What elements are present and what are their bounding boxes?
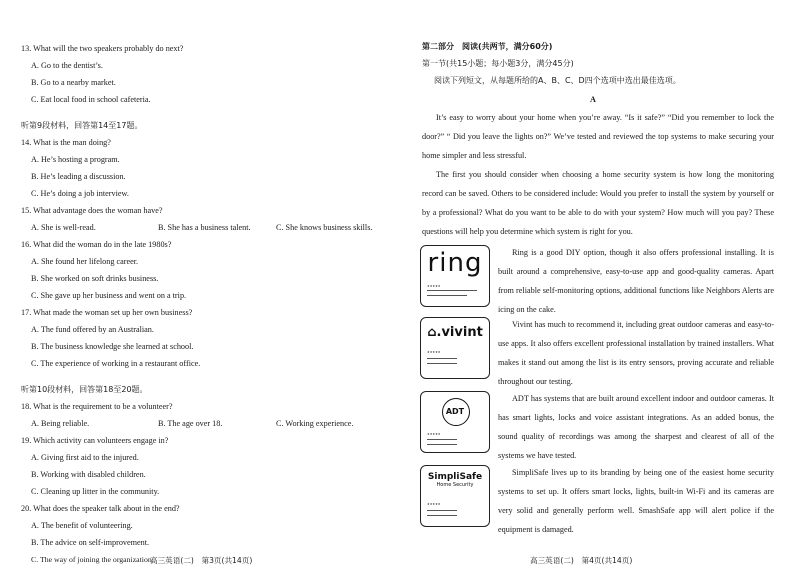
adt-logo-card xyxy=(420,391,490,453)
q15-option-a: A. She is well-read. xyxy=(31,223,96,232)
right-page xyxy=(400,0,800,566)
section10-heading: 听第10段材料，回答第18至20题。 xyxy=(21,385,148,394)
q14-option-c: C. He’s doing a job interview. xyxy=(31,189,129,198)
vivint-logo-text: vivint xyxy=(441,325,483,340)
passage-label: A xyxy=(590,95,596,104)
vivint-house-icon: ⌂. xyxy=(427,325,442,340)
q13-option-a: A. Go to the dentist’s. xyxy=(31,61,103,70)
ring-logo-card xyxy=(420,245,490,307)
q14-question: 14. What is the man doing? xyxy=(21,138,111,147)
reading-instruction: 阅读下列短文，从每题所给的A、B、C、D四个选项中选出最佳选项。 xyxy=(434,76,681,85)
section9-heading: 听第9段材料，回答第14至17题。 xyxy=(21,121,143,130)
simplisafe-paragraph: SimpliSafe lives up to its branding by being one of the easiest home security systems to set up. It offers smart locks, lights, built-in Wi-Fi and its cameras are very solid and generally perform well. SmashSafe app will alert police if the equipment is damaged. xyxy=(498,468,774,534)
adt-logo: ADT xyxy=(445,407,465,416)
vivint-details-line-1 xyxy=(427,358,457,359)
q20-option-c: C. The way of joining the organization. xyxy=(31,555,154,564)
q13-question: 13. What will the two speakers probably do next? xyxy=(21,44,184,53)
q19-question: 19. Which activity can volunteers engage in? xyxy=(21,436,169,445)
simplisafe-details-line-1 xyxy=(427,510,457,511)
q17-option-a: A. The fund offered by an Australian. xyxy=(31,325,154,334)
q16-option-c: C. She gave up her business and went on a trip. xyxy=(31,291,187,300)
adt-details-line-2 xyxy=(427,444,457,445)
passage-paragraph-2: The first you should consider when choosing a home security system is how long the monitoring record can be saved. Others to be considered include: Would you prefer to install the system by yourself or by a professional? What do you want to be able to do with your system? How much will you pay? These questions will help you determine which system is right for you. xyxy=(422,170,774,236)
q14-option-b: B. He’s leading a discussion. xyxy=(31,172,126,181)
q15-question: 15. What advantage does the woman have? xyxy=(21,206,163,215)
left-page-footer: 高三英语(二) 第3页(共14页) xyxy=(150,556,253,565)
adt-rating-stars: ★★★★★ xyxy=(427,432,441,436)
vivint-details-line-2 xyxy=(427,363,457,364)
q18-option-b: B. The age over 18. xyxy=(158,419,223,428)
vivint-rating-stars: ★★★★★ xyxy=(427,350,441,354)
adt-paragraph: ADT has systems that are built around excellent indoor and outdoor cameras. It has smart lights, locks and voice assistant integrations. As an added bonus, the sound quality of recordings was among the sharpest and clearest of all of the systems we have tested. xyxy=(498,394,774,460)
simplisafe-logo: SimpliSafe xyxy=(427,472,483,482)
q20-option-a: A. The benefit of volunteering. xyxy=(31,521,133,530)
q18-option-a: A. Being reliable. xyxy=(31,419,90,428)
q13-option-b: B. Go to a nearby market. xyxy=(31,78,116,87)
q19-option-b: B. Working with disabled children. xyxy=(31,470,146,479)
q20-question: 20. What does the speaker talk about in the end? xyxy=(21,504,180,513)
q17-question: 17. What made the woman set up her own business? xyxy=(21,308,193,317)
q16-option-b: B. She worked on soft drinks business. xyxy=(31,274,159,283)
q14-option-a: A. He’s hosting a program. xyxy=(31,155,120,164)
ring-paragraph: Ring is a good DIY option, though it also offers professional installing. It is built around a comprehensive, easy-to-use app and good-quality cameras. Apart from reliable self-monitoring options, additional functions like Neighbors Alerts are icing on the cake. xyxy=(498,248,774,314)
section1-heading: 第一节(共15小题；每小题3分，满分45分) xyxy=(422,59,574,68)
simplisafe-logo-card xyxy=(420,465,490,527)
ring-logo: ring xyxy=(427,248,483,278)
ring-details-line-1 xyxy=(427,290,477,291)
q18-question: 18. What is the requirement to be a volunteer? xyxy=(21,402,173,411)
q17-option-c: C. The experience of working in a restaurant office. xyxy=(31,359,201,368)
passage-paragraph-1: It’s easy to worry about your home when you’re away. “Is it safe?” “Did you remember to lock the door?” “ Did you leave the lights on?” We’ve tested and reviewed the top systems to make securing your home simpler and less stressful. xyxy=(422,113,774,160)
right-page-footer: 高三英语(二) 第4页(共14页) xyxy=(530,556,633,565)
part-title: 第二部分 阅读(共两节，满分60分) xyxy=(422,42,553,51)
q20-option-b: B. The advice on self-improvement. xyxy=(31,538,150,547)
vivint-logo xyxy=(421,325,489,340)
simplisafe-logo-subtitle: Home Security xyxy=(436,482,474,488)
q19-option-a: A. Giving first aid to the injured. xyxy=(31,453,139,462)
simplisafe-details-line-2 xyxy=(427,515,457,516)
vivint-logo-card xyxy=(420,317,490,379)
q15-option-c: C. She knows business skills. xyxy=(276,223,373,232)
q16-question: 16. What did the woman do in the late 1980s? xyxy=(21,240,172,249)
q18-option-c: C. Working experience. xyxy=(276,419,354,428)
simplisafe-rating-stars: ★★★★★ xyxy=(427,502,441,506)
q19-option-c: C. Cleaning up litter in the community. xyxy=(31,487,160,496)
q16-option-a: A. She found her lifelong career. xyxy=(31,257,139,266)
q15-option-b: B. She has a business talent. xyxy=(158,223,251,232)
q17-option-b: B. The business knowledge she learned at school. xyxy=(31,342,194,351)
ring-details-line-2 xyxy=(427,295,467,296)
q13-option-c: C. Eat local food in school cafeteria. xyxy=(31,95,151,104)
vivint-paragraph: Vivint has much to recommend it, including great outdoor cameras and easy-to-use apps. It also offers excellent professional installation by trained installers. What makes it stand out among the list is its entry sensors, proving accurate and reliable throughout our testing. xyxy=(498,320,774,386)
adt-details-line-1 xyxy=(427,439,457,440)
ring-rating-stars: ★★★★★ xyxy=(427,284,441,288)
